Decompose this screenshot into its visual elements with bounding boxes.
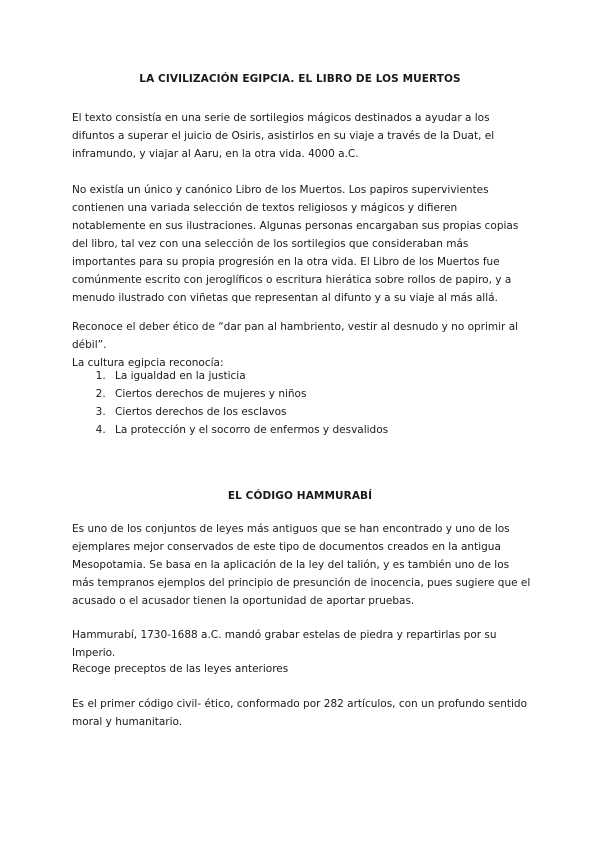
ordered-list (72, 367, 534, 439)
paragraph-text: No existía un único y canónico Libro de los Muertos. Los papiros supervivientes contienen una variada selección de textos religiosos y mágicos y difieren notablemente en sus ilustraciones. Algunas personas encargaban sus propias copias del libro, tal vez con una selección de los sortilegios que consideraban más importantes para su propia progresión en la otra vida. El Libro de los Muertos fue comúnmente escrito con jeroglíficos o escritura hierática sobre rollos de papiro, y a menudo ilustrado con viñetas que representan al difunto y a su viaje al más allá. (72, 184, 519, 304)
section-title-hammurabi: EL CÓDIGO HAMMURABÍ (227, 490, 373, 502)
paragraph-text: Es el primer código civil- ético, conformado por 282 artículos, con un profundo sentido moral y humanitario. (72, 698, 528, 728)
paragraph-text: Recoge preceptos de las leyes anteriores (72, 663, 289, 675)
paragraph-egypt-3 (72, 318, 534, 354)
section-title-egypt: LA CIVILIZACIÓN EGIPCIA. EL LIBRO DE LOS MUERTOS (139, 73, 461, 85)
paragraph-egypt-1 (72, 109, 534, 163)
paragraph-text: La cultura egipcia reconocía: (72, 357, 224, 369)
paragraph-egypt-2 (72, 181, 534, 307)
list-item: 2. Ciertos derechos de mujeres y niños (109, 385, 534, 403)
paragraph-hammurabi-4 (72, 695, 534, 731)
paragraph-hammurabi-2 (72, 626, 534, 662)
list-item: 3. Ciertos derechos de los esclavos (109, 403, 534, 421)
list-item: 4. La protección y el socorro de enfermos y desvalidos (109, 421, 534, 439)
paragraph-text: Reconoce el deber ético de “dar pan al hambriento, vestir al desnudo y no oprimir al débil”. (72, 321, 519, 351)
paragraph-text: Es uno de los conjuntos de leyes más antiguos que se han encontrado y uno de los ejemplares mejor conservados de este tipo de documentos creados en la antigua Mesopotamia. Se basa en la aplicación de la ley del talión, y es también uno de los más tempranos ejemplos del principio de presunción de inocencia, pues sugiere que el acusado o el acusador tienen la oportunidad de aportar pruebas. (72, 523, 531, 607)
paragraph-hammurabi-1 (72, 520, 534, 610)
list-item: 1. La igualdad en la justicia (109, 367, 534, 385)
paragraph-text: El texto consistía en una serie de sortilegios mágicos destinados a ayudar a los difuntos a superar el juicio de Osiris, asistirlos en su viaje a través de la Duat, el inframundo, y viajar al Aaru, en la otra vida. 4000 a.C. (72, 112, 495, 160)
rights-list (72, 367, 534, 439)
paragraph-text: Hammurabí, 1730-1688 a.C. mandó grabar estelas de piedra y repartirlas por su Imperio. (72, 629, 497, 659)
paragraph-hammurabi-3 (72, 660, 534, 678)
